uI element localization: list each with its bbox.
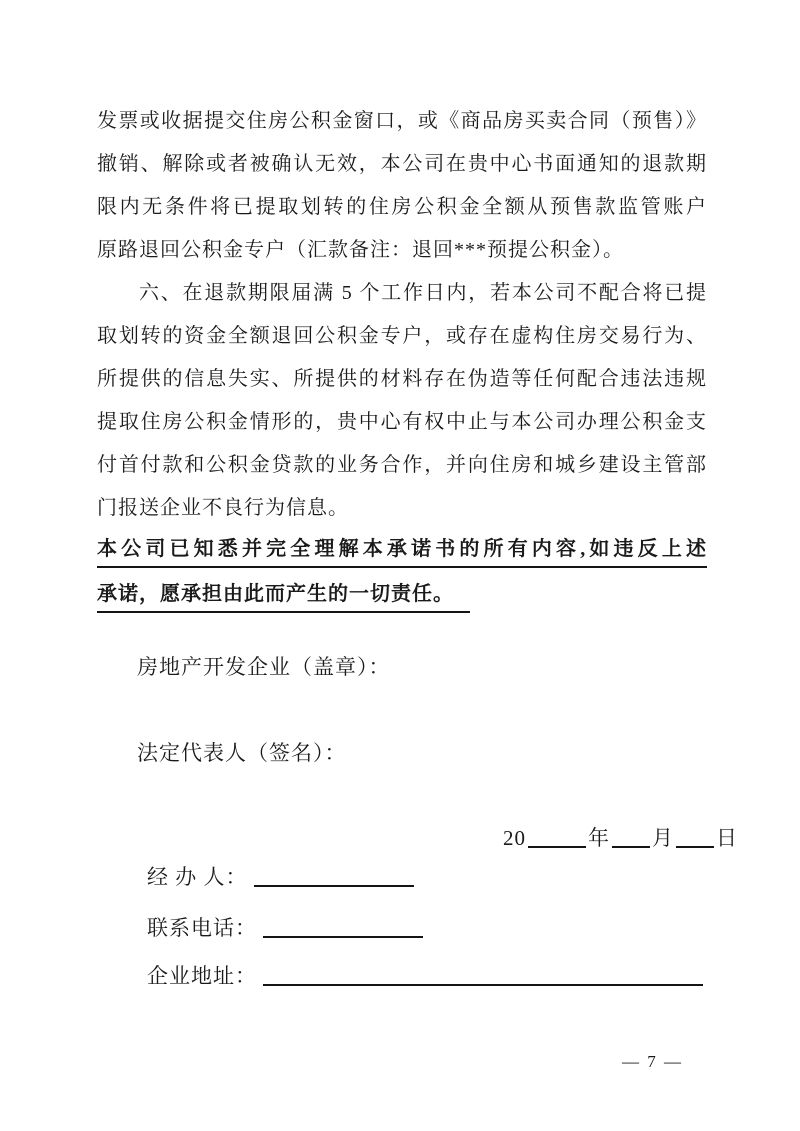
document-body xyxy=(97,100,707,618)
clause-six-line: 取划转的资金全额退回公积金专户，或存在虚构住房交易行为、 xyxy=(97,325,707,347)
date-prefix: 20 xyxy=(503,826,526,850)
paragraph-line: 限内无条件将已提取划转的住房公积金全额从预售款监管账户 xyxy=(97,196,707,218)
commitment-statement-text: 本公司已知悉并完全理解本承诺书的所有内容,如违反上述 xyxy=(97,532,707,568)
clause-six-line: 六、在退款期限届满 5 个工作日内，若本公司不配合将已提 xyxy=(139,282,707,304)
handler-label: 经 办 人： xyxy=(147,865,248,889)
address-label: 企业地址： xyxy=(147,964,257,988)
phone-line xyxy=(147,913,423,943)
date-line xyxy=(501,823,740,853)
company-seal-label: 房地产开发企业（盖章）： xyxy=(137,655,391,679)
date-day-blank xyxy=(676,828,714,848)
clause-six-line: 所提供的信息失实、所提供的材料存在伪造等任何配合违法违规 xyxy=(97,368,707,390)
date-month-blank xyxy=(612,828,650,848)
paragraph-line: 发票或收据提交住房公积金窗口，或《商品房买卖合同（预售）》 xyxy=(97,110,707,132)
clause-six-line: 付首付款和公积金贷款的业务合作，并向住房和城乡建设主管部 xyxy=(97,454,707,476)
phone-blank xyxy=(263,918,423,938)
date-day-label: 日 xyxy=(716,826,738,850)
commitment-statement-line xyxy=(97,532,707,575)
commitment-statement-line xyxy=(97,575,707,618)
commitment-statement-text: 承诺，愿承担由此而产生的一切责任。 xyxy=(97,577,470,613)
paragraph-line: 原路退回公积金专户（汇款备注：退回***预提公积金）。 xyxy=(97,239,624,261)
legal-representative-label: 法定代表人（签名）： xyxy=(137,741,347,765)
handler-blank xyxy=(254,867,414,887)
clause-six-line: 门报送企业不良行为信息。 xyxy=(97,497,349,519)
page-number: — 7 — xyxy=(622,1052,683,1071)
date-year-blank xyxy=(528,828,586,848)
handler-line xyxy=(147,862,414,892)
address-line xyxy=(147,961,703,991)
phone-label: 联系电话： xyxy=(147,916,257,940)
clause-six-line: 提取住房公积金情形的，贵中心有权中止与本公司办理公积金支 xyxy=(97,411,707,433)
paragraph-line: 撤销、解除或者被确认无效，本公司在贵中心书面通知的退款期 xyxy=(97,153,707,175)
date-year-label: 年 xyxy=(588,826,610,850)
address-blank xyxy=(263,966,703,986)
date-month-label: 月 xyxy=(652,826,674,850)
